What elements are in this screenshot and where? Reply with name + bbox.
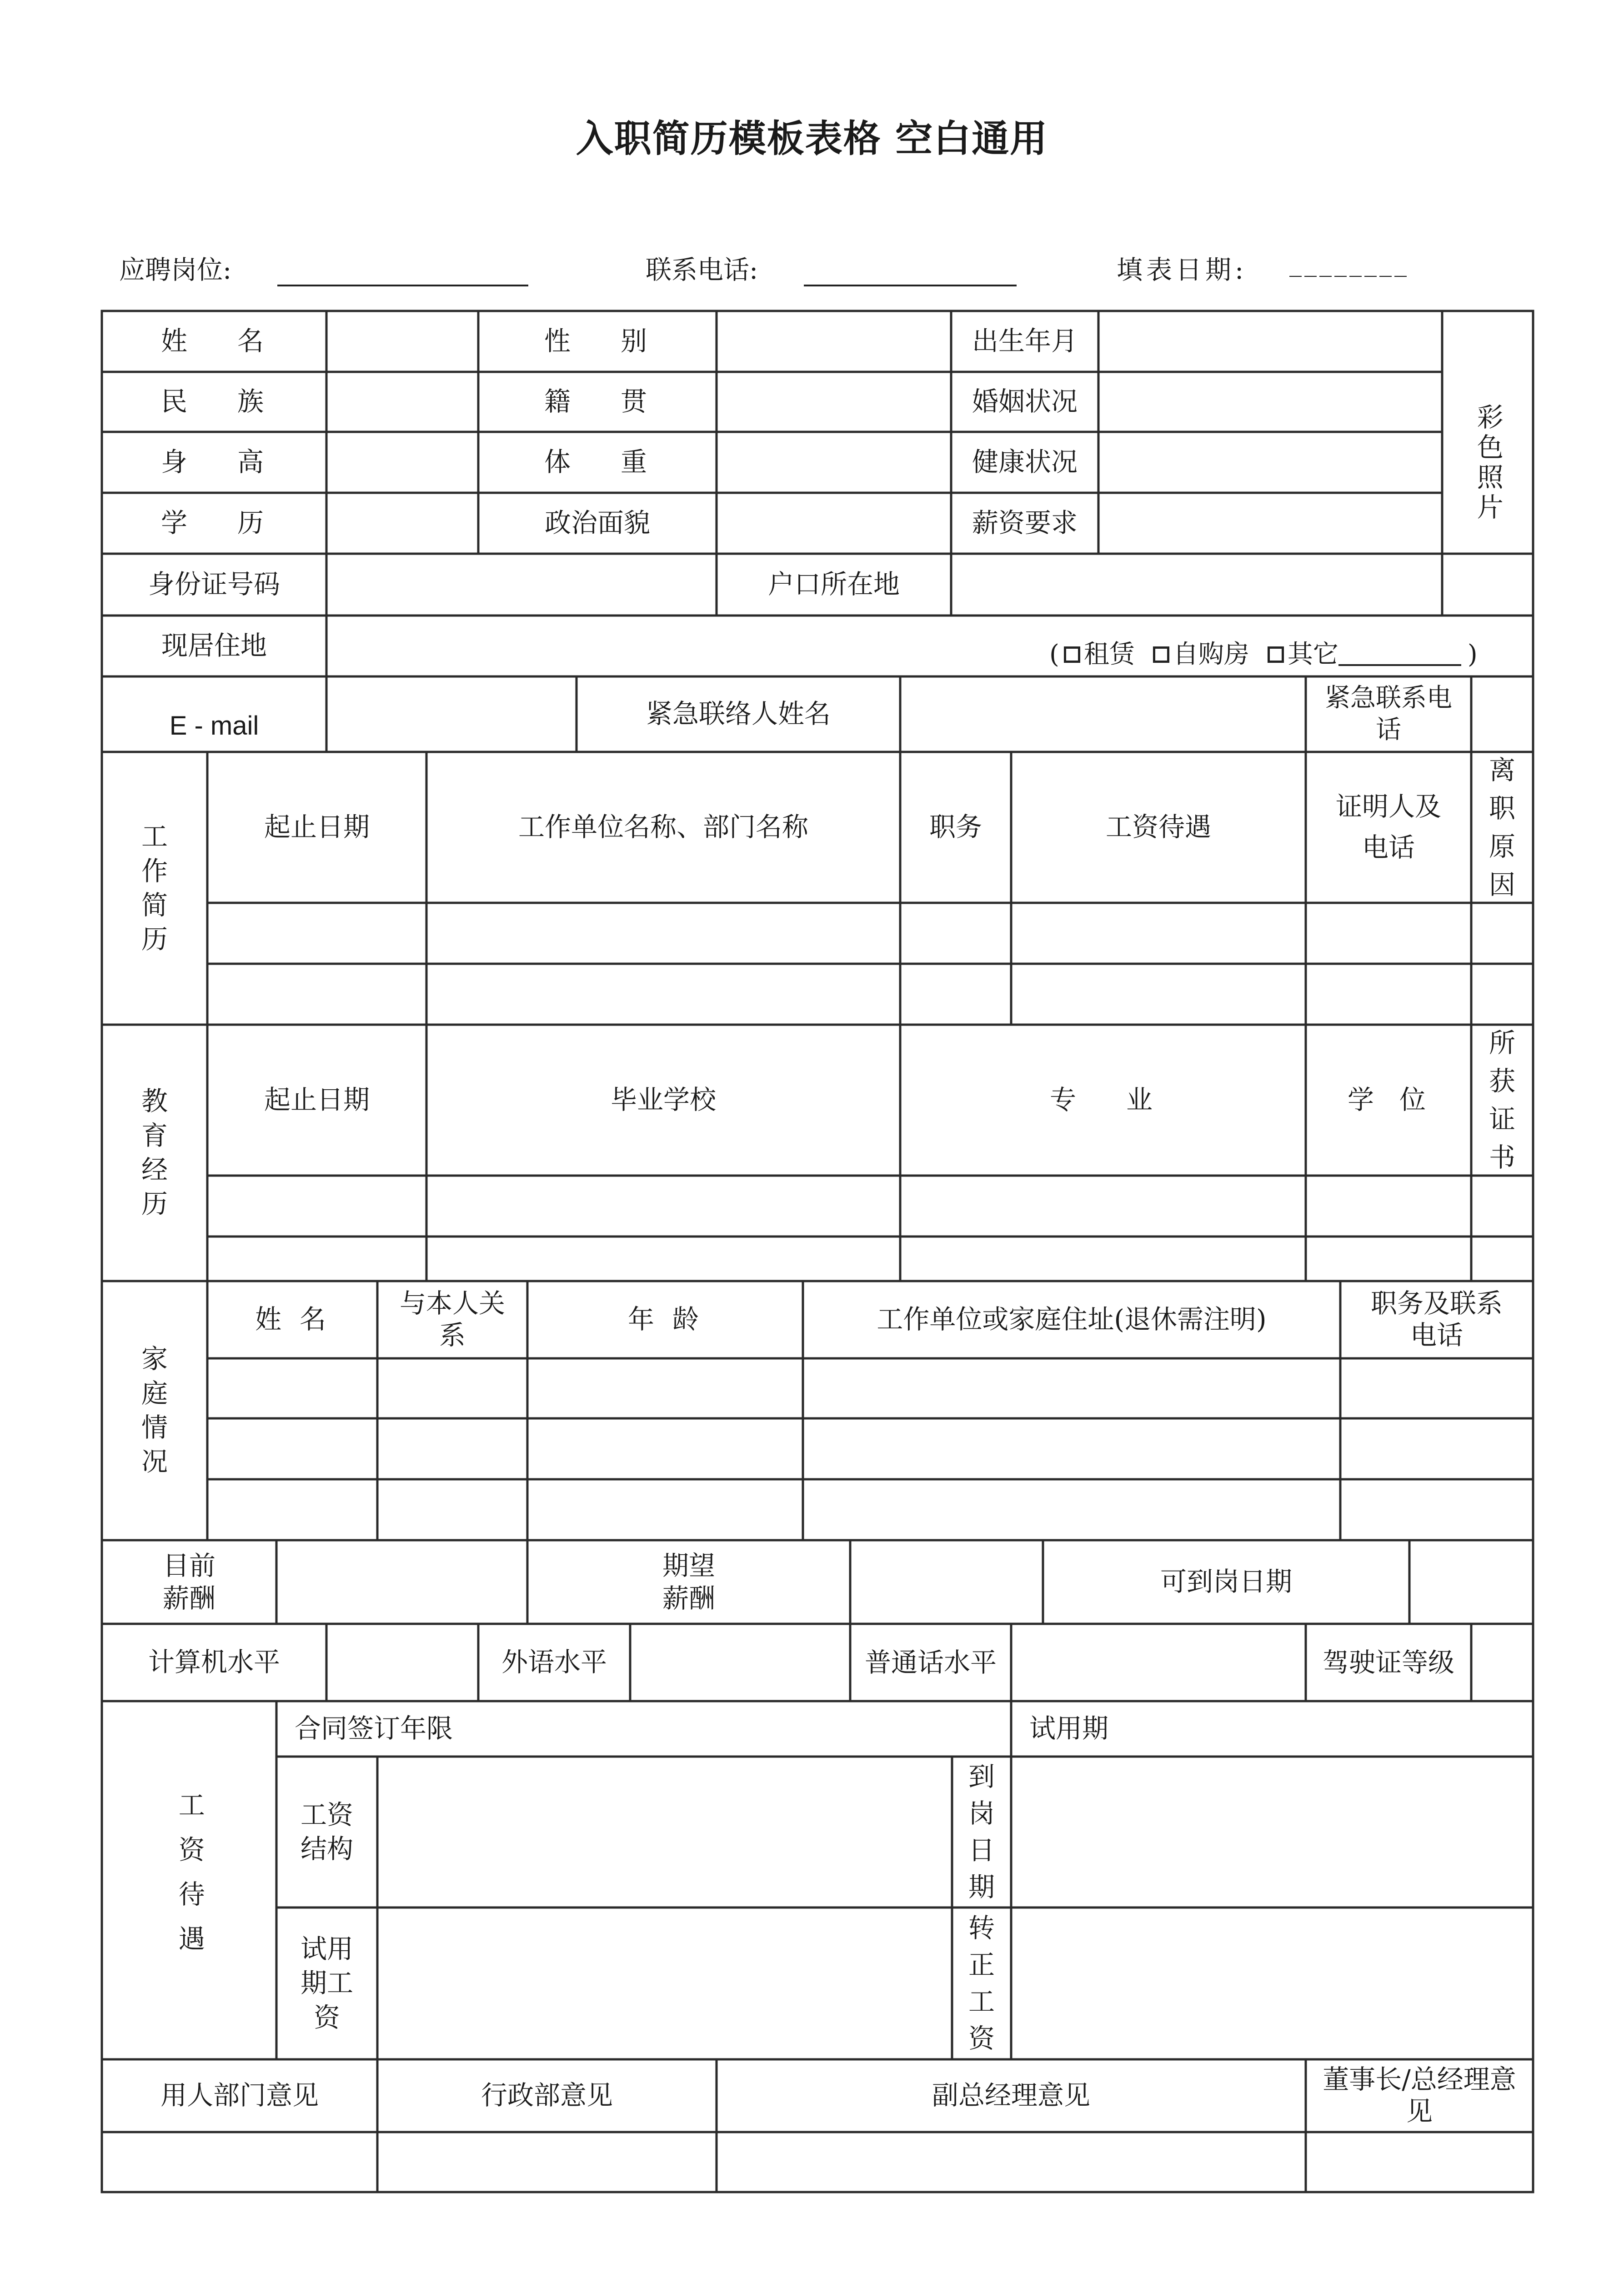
treatment-section-label: 工资待遇 xyxy=(174,1791,205,1969)
housing-open-paren: ( xyxy=(1049,639,1059,669)
weight-label: 体重 xyxy=(544,446,697,478)
date-field[interactable]: ________ xyxy=(1289,248,1409,277)
position-label: 应聘岗位: xyxy=(119,255,232,285)
family-section-label: 家庭情况 xyxy=(141,1343,168,1477)
expected-salary-label: 期望薪酬 xyxy=(662,1550,715,1614)
edu-col-major: 专业 xyxy=(1049,1084,1203,1116)
other-housing-label: 其它 xyxy=(1287,639,1338,669)
computer-level-label: 计算机水平 xyxy=(148,1647,280,1678)
id-number-label: 身份证号码 xyxy=(148,569,280,600)
work-col-company: 工作单位名称、部门名称 xyxy=(518,811,808,843)
emergency-contact-phone-label: 紧急联系电话 xyxy=(1325,683,1452,745)
regular-pay-label: 转正工资 xyxy=(968,1912,995,2054)
education-section-label: 教育经历 xyxy=(141,1086,168,1220)
position-field[interactable] xyxy=(277,285,528,286)
email-label: E - mail xyxy=(169,711,259,741)
dept-opinion-label: 用人部门意见 xyxy=(160,2080,319,2111)
ethnicity-label: 民族 xyxy=(160,386,314,417)
education-label: 学历 xyxy=(160,507,314,539)
other-housing-checkbox[interactable] xyxy=(1268,646,1284,663)
family-col-name: 姓名 xyxy=(255,1304,344,1335)
edu-col-degree: 学位 xyxy=(1347,1084,1451,1116)
housing-close-paren: ) xyxy=(1467,639,1478,669)
date-label: 填表日期: xyxy=(1117,255,1248,285)
edu-col-certificates: 所获证书 xyxy=(1489,1027,1515,1173)
work-col-dates: 起止日期 xyxy=(264,811,370,843)
form-title: 入职简历模板表格 空白通用 xyxy=(576,117,1048,160)
address-label: 现居住地 xyxy=(161,630,267,661)
birth-label: 出生年月 xyxy=(972,325,1078,357)
mandarin-level-label: 普通话水平 xyxy=(864,1647,997,1678)
arrival-date-label: 到岗日期 xyxy=(968,1761,995,1903)
vp-opinion-label: 副总经理意见 xyxy=(932,2080,1090,2111)
salary-structure-label: 工资结构 xyxy=(300,1799,353,1864)
probation-pay-label: 试用期工资 xyxy=(300,1933,353,2033)
edu-col-dates: 起止日期 xyxy=(264,1084,370,1116)
probation-label: 试用期 xyxy=(1029,1713,1109,1744)
emergency-contact-name-label: 紧急联络人姓名 xyxy=(646,698,831,730)
language-level-label: 外语水平 xyxy=(501,1647,607,1678)
phone-field[interactable] xyxy=(804,285,1017,286)
work-history-section-label: 工作简历 xyxy=(141,821,168,955)
family-col-age: 年龄 xyxy=(627,1304,717,1335)
driving-license-label: 驾驶证等级 xyxy=(1322,1647,1454,1678)
housing-options xyxy=(1046,632,1528,677)
work-col-salary: 工资待遇 xyxy=(1105,811,1211,843)
hukou-label: 户口所在地 xyxy=(767,569,900,600)
marital-label: 婚姻状况 xyxy=(972,386,1078,417)
edu-col-school: 毕业学校 xyxy=(610,1084,716,1116)
height-label: 身高 xyxy=(160,446,314,478)
family-col-contact: 职务及联系电话 xyxy=(1370,1288,1503,1351)
political-label: 政治面貌 xyxy=(544,507,650,539)
gender-label: 性别 xyxy=(544,325,697,357)
work-col-leave-reason: 离职原因 xyxy=(1489,754,1515,901)
admin-opinion-label: 行政部意见 xyxy=(481,2080,613,2111)
photo-area[interactable]: 彩色照片 xyxy=(1472,403,1504,523)
salary-requirement-label: 薪资要求 xyxy=(972,507,1078,539)
own-house-checkbox[interactable] xyxy=(1153,646,1169,663)
rent-label: 租赁 xyxy=(1083,639,1135,669)
rent-checkbox[interactable] xyxy=(1064,646,1080,663)
family-col-relation: 与本人关系 xyxy=(399,1288,505,1351)
contract-years-label: 合同签订年限 xyxy=(295,1713,453,1744)
work-col-position: 职务 xyxy=(929,811,982,843)
family-col-address: 工作单位或家庭住址(退休需注明) xyxy=(877,1304,1267,1335)
ceo-opinion-label: 董事长/总经理意见 xyxy=(1323,2064,1516,2127)
native-place-label: 籍贯 xyxy=(544,386,697,417)
current-salary-label: 目前薪酬 xyxy=(162,1550,216,1614)
work-col-reference: 证明人及电话 xyxy=(1335,791,1441,863)
health-label: 健康状况 xyxy=(972,446,1078,478)
phone-label: 联系电话: xyxy=(646,255,758,285)
own-house-label: 自购房 xyxy=(1173,639,1249,669)
start-date-label: 可到岗日期 xyxy=(1160,1566,1292,1597)
other-housing-blank[interactable] xyxy=(1338,643,1461,666)
name-label: 姓名 xyxy=(160,325,314,357)
